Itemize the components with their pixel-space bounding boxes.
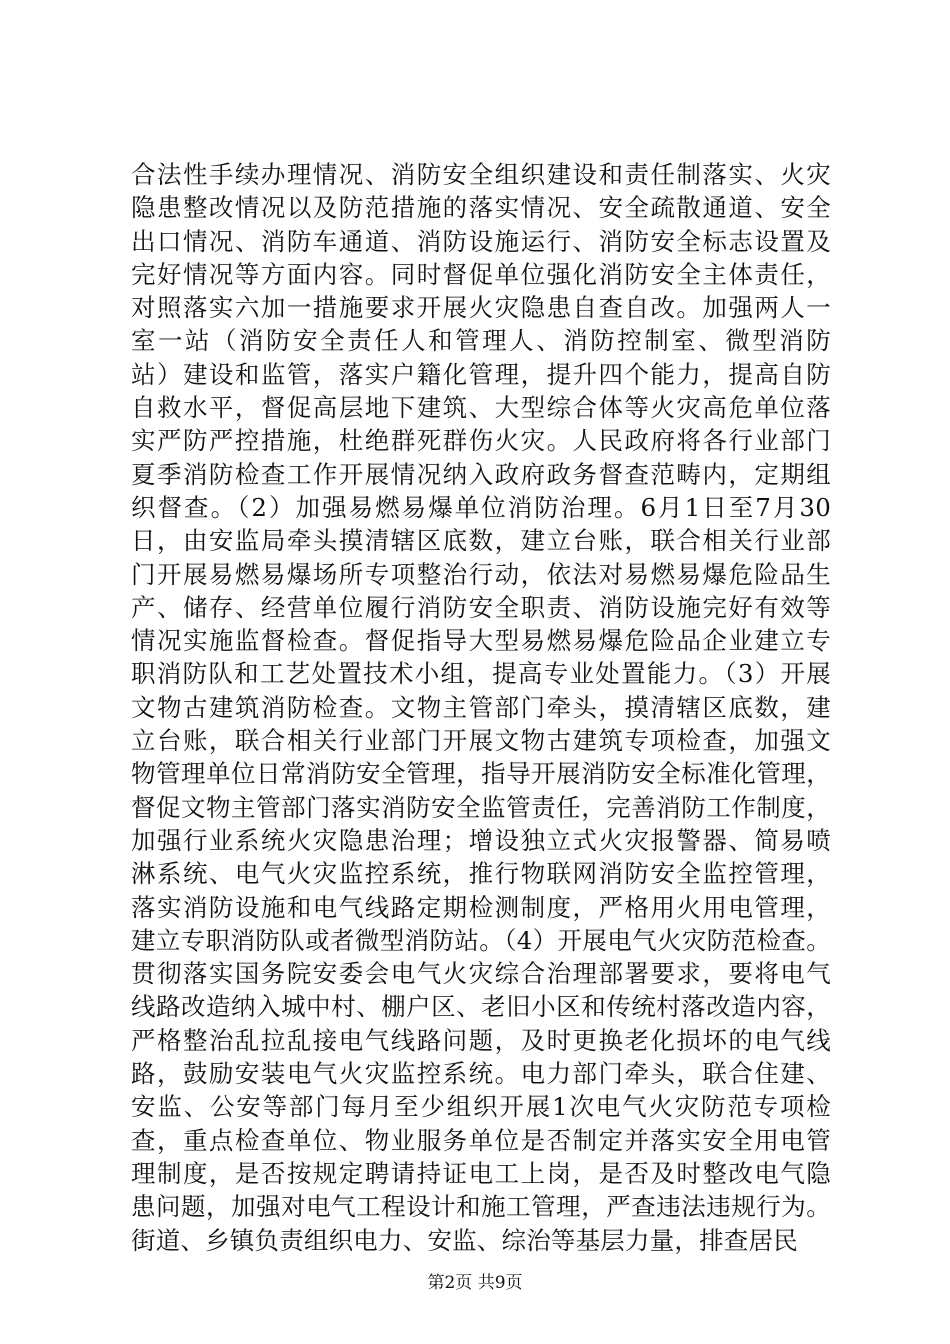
text-line: 门开展易燃易爆场所专项整治行动，依法对易燃易爆危险品生 <box>131 559 831 589</box>
text-line: 自救水平，督促高层地下建筑、大型综合体等火灾高危单位落 <box>131 393 831 423</box>
text-line: 职消防队和工艺处置技术小组，提高专业处置能力。（3）开展 <box>131 659 831 689</box>
text-line: 对照落实六加一措施要求开展火灾隐患自查自改。加强两人一 <box>131 293 831 323</box>
text-line: 患问题，加强对电气工程设计和施工管理，严查违法违规行为。 <box>131 1192 831 1222</box>
text-line: 产、储存、经营单位履行消防安全职责、消防设施完好有效等 <box>131 592 831 622</box>
text-line: 加强行业系统火灾隐患治理；增设独立式火灾报警器、简易喷 <box>131 825 831 855</box>
text-line: 日，由安监局牵头摸清辖区底数，建立台账，联合相关行业部 <box>131 526 831 556</box>
text-line: 物管理单位日常消防安全管理，指导开展消防安全标准化管理， <box>131 759 831 789</box>
page-number-label: 第2页 共9页 <box>427 1273 523 1293</box>
text-line: 隐患整改情况以及防范措施的落实情况、安全疏散通道、安全 <box>131 193 831 223</box>
text-line: 理制度，是否按规定聘请持证电工上岗，是否及时整改电气隐 <box>131 1158 831 1188</box>
text-line: 安监、公安等部门每月至少组织开展1次电气火灾防范专项检 <box>131 1092 831 1122</box>
text-line: 站）建设和监管，落实户籍化管理，提升四个能力，提高自防 <box>131 359 831 389</box>
text-line: 线路改造纳入城中村、棚户区、老旧小区和传统村落改造内容， <box>131 992 831 1022</box>
text-line: 完好情况等方面内容。同时督促单位强化消防安全主体责任， <box>131 259 831 289</box>
text-line: 淋系统、电气火灾监控系统，推行物联网消防安全监控管理， <box>131 859 831 889</box>
text-line: 室一站（消防安全责任人和管理人、消防控制室、微型消防 <box>131 326 831 356</box>
text-line: 文物古建筑消防检查。文物主管部门牵头，摸清辖区底数，建 <box>131 692 831 722</box>
text-line: 合法性手续办理情况、消防安全组织建设和责任制落实、火灾 <box>131 160 831 189</box>
text-line: 立台账，联合相关行业部门开展文物古建筑专项检查，加强文 <box>131 726 831 756</box>
text-line: 贯彻落实国务院安委会电气火灾综合治理部署要求，要将电气 <box>131 959 831 989</box>
page-footer <box>0 1268 950 1293</box>
text-line: 路，鼓励安装电气火灾监控系统。电力部门牵头，联合住建、 <box>131 1059 831 1089</box>
body-text <box>131 158 831 1257</box>
text-line: 出口情况、消防车通道、消防设施运行、消防安全标志设置及 <box>131 226 831 256</box>
text-line: 街道、乡镇负责组织电力、安监、综治等基层力量，排查居民 <box>131 1225 798 1255</box>
text-line: 织督查。（2）加强易燃易爆单位消防治理。6月1日至7月30 <box>131 492 831 522</box>
text-line: 督促文物主管部门落实消防安全监管责任，完善消防工作制度， <box>131 792 831 822</box>
text-line: 落实消防设施和电气线路定期检测制度，严格用火用电管理， <box>131 892 831 922</box>
text-line: 严格整治乱拉乱接电气线路问题，及时更换老化损坏的电气线 <box>131 1025 831 1055</box>
text-line: 夏季消防检查工作开展情况纳入政府政务督查范畴内，定期组 <box>131 459 831 489</box>
text-line: 情况实施监督检查。督促指导大型易燃易爆危险品企业建立专 <box>131 626 831 656</box>
text-line: 建立专职消防队或者微型消防站。（4）开展电气火灾防范检查。 <box>131 925 831 955</box>
text-line: 查，重点检查单位、物业服务单位是否制定并落实安全用电管 <box>131 1125 831 1155</box>
text-line: 实严防严控措施，杜绝群死群伤火灾。人民政府将各行业部门 <box>131 426 831 456</box>
